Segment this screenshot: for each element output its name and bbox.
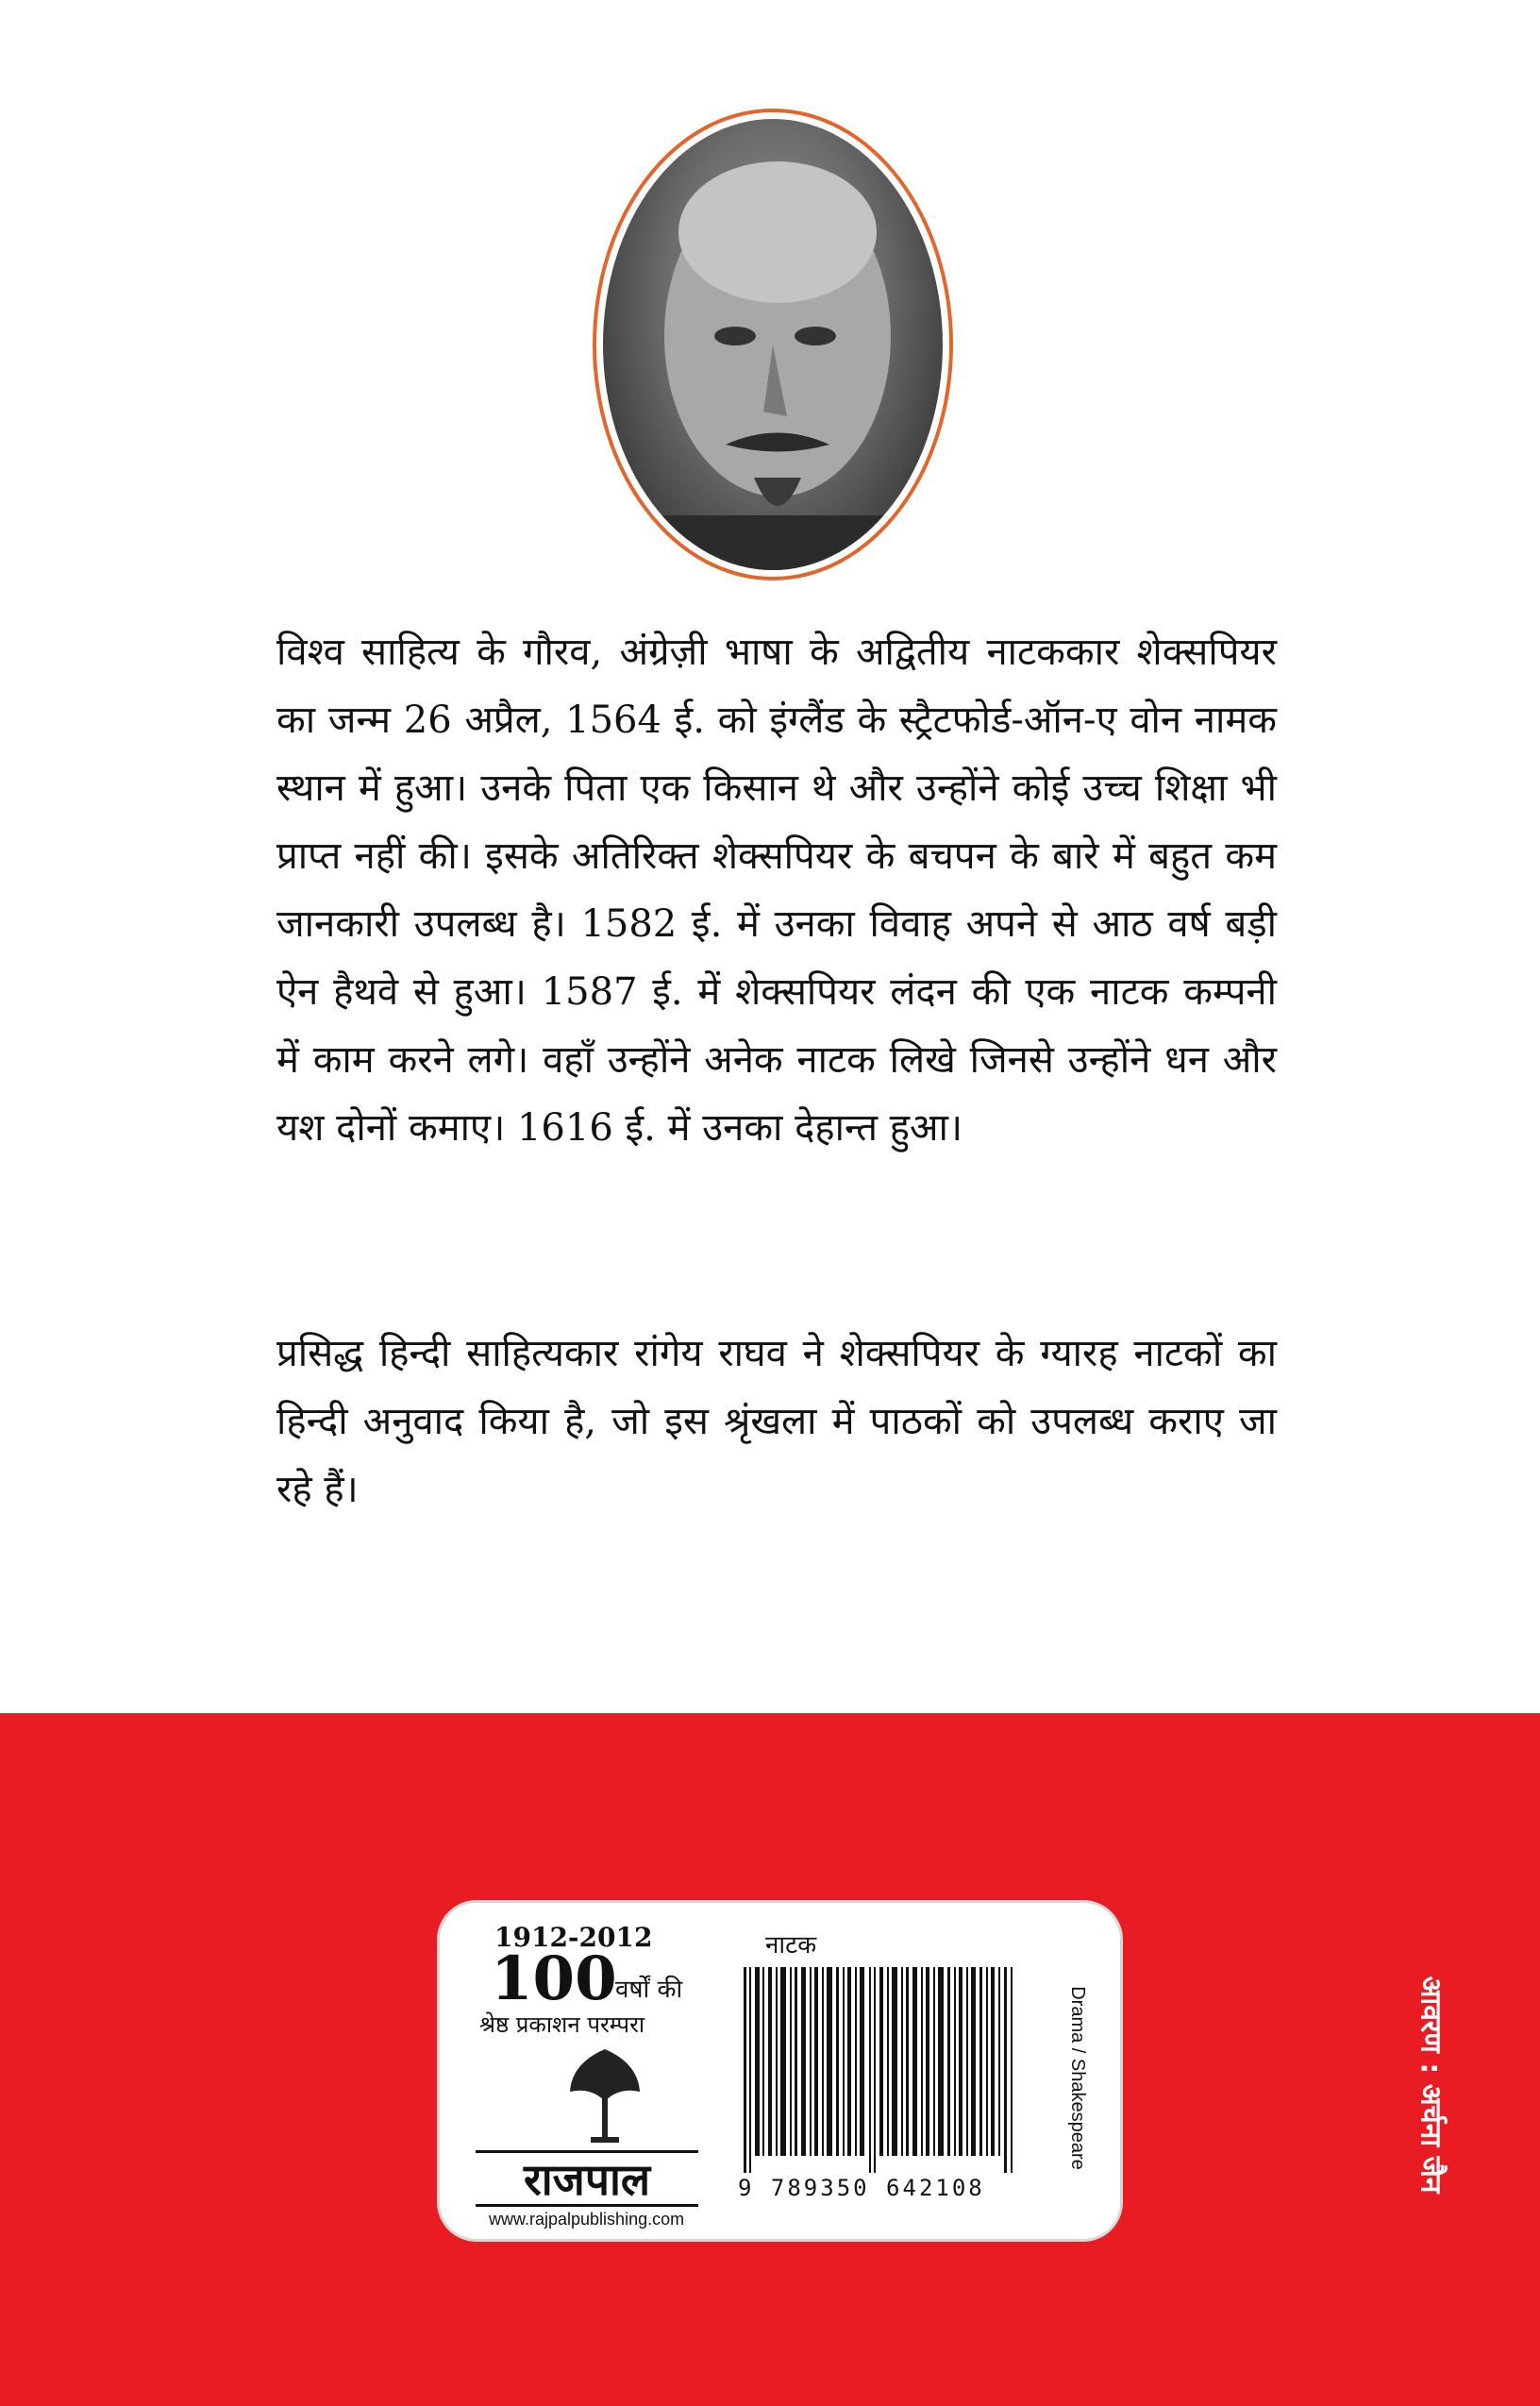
barcode-image <box>740 1967 1023 2173</box>
publisher-website: www.rajpalpublishing.com <box>489 2210 685 2229</box>
category-text: Drama / Shakespeare <box>1066 1985 1088 2170</box>
category-label <box>1063 1960 1091 2196</box>
author-portrait-image <box>603 119 943 570</box>
tree-logo-icon <box>562 2044 647 2148</box>
isbn-digits: 9 789350 642108 <box>738 2175 985 2201</box>
anniversary-suffix: वर्षों की <box>615 1976 683 2004</box>
cover-credit <box>1414 1952 1451 2216</box>
anniversary-tagline: श्रेष्ठ प्रकाशन परम्परा <box>479 2011 645 2038</box>
publisher-barcode-card <box>437 1900 1123 2242</box>
author-portrait-frame <box>593 109 953 580</box>
cover-credit-text: आवरण : अर्चना जैन <box>1414 1976 1448 2193</box>
translation-note: प्रसिद्ध हिन्दी साहित्यकार रांगेय राघव ने शेक्सपियर के ग्यारह नाटकों का हिन्दी अनुवाद किया है, जो इस श्रृंखला में पाठकों को उपलब्ध कराए जा रहे हैं। <box>276 1332 1277 1511</box>
anniversary-number: 100 <box>491 1943 617 2014</box>
publisher-logo: राजपाल <box>476 2150 698 2207</box>
anniversary-years: 1912-2012 <box>494 1922 653 1953</box>
author-biography: विश्व साहित्य के गौरव, अंग्रेज़ी भाषा के अद्वितीय नाटककार शेक्सपियर का जन्म 26 अप्रैल, 1564 ई. को इंग्लैंड के स्ट्रैटफोर्ड-ऑन-ए वोन नामक स्थान में हुआ। उनके पिता एक किसान थे और उन्होंने कोई उच्च शिक्षा भी प्राप्त नहीं की। इसके अतिरिक्त शेक्सपियर के बचपन के बारे में बहुत कम जानकारी उपलब्ध है। 1582 ई. में उनका विवाह अपने से आठ वर्ष बड़ी ऐन हैथवे से हुआ। 1587 ई. में शेक्सपियर लंदन की एक नाटक कम्पनी में काम करने लगे। वहाँ उन्होंने अनेक नाटक लिखे जिनसे उन्होंने धन और यश दोनों कमाए। 1616 ई. में उनका देहान्त हुआ। <box>276 631 1277 1150</box>
portrait-image <box>603 119 943 570</box>
genre-label: नाटक <box>765 1931 817 1960</box>
